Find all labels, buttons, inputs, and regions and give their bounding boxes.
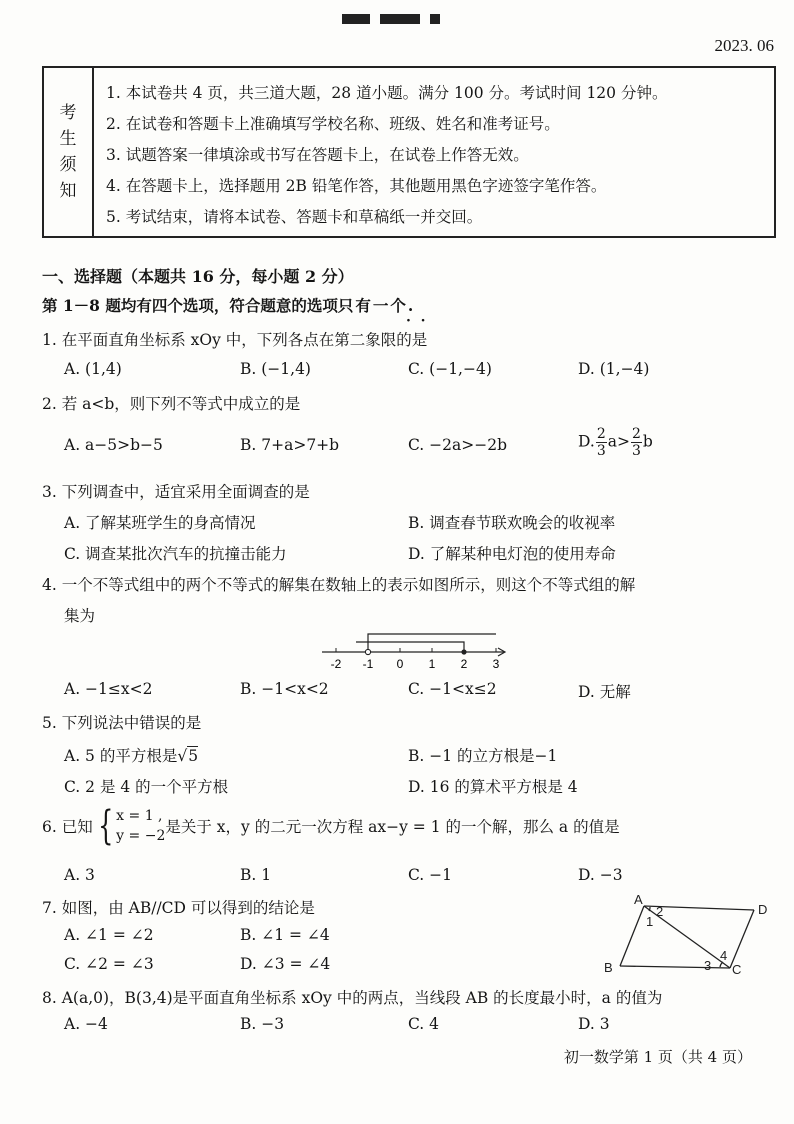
exam-date: 2023. 06 [714, 36, 774, 55]
q5-stem: 5. 下列说法中错误的是 [42, 714, 202, 732]
q7-option-c: C. ∠2 = ∠3 [64, 955, 154, 973]
q3-option-d: D. 了解某种电灯泡的使用寿命 [408, 545, 616, 563]
open-point [365, 649, 370, 654]
q4-stem-line1: 4. 一个不等式组中的两个不等式的解集在数轴上的表示如图所示，则这个不等式组的解 [42, 576, 636, 594]
q3-stem: 3. 下列调查中，适宜采用全面调查的是 [42, 483, 310, 501]
header-mark [342, 10, 472, 22]
q6-option-b: B. 1 [240, 866, 272, 884]
q1-option-a: A. (1,4) [64, 360, 122, 378]
segment-bc [620, 966, 730, 968]
q5-option-b: B. −1 的立方根是−1 [408, 747, 558, 765]
notice-label: 考 生 须 知 [44, 68, 94, 236]
tick-label: -1 [362, 657, 374, 671]
segment-dc [730, 910, 754, 968]
tick-label: 2 [460, 657, 468, 671]
q2-option-d: D. $\frac{2}{3}$ a> $\frac{2}{3}$ b [578, 426, 653, 459]
q2-option-c: C. −2a>−2b [408, 436, 508, 454]
vertex-label: A [634, 892, 643, 907]
angle-label: 1 [646, 914, 654, 929]
q5-option-c: C. 2 是 4 的一个平方根 [64, 778, 229, 796]
section-title: 一、选择题（本题共 16 分，每小题 2 分） [42, 267, 354, 286]
notice-item: 1. 本试卷共 4 页，共三道大题，28 道小题。满分 100 分。考试时间 120 分钟。 [106, 84, 668, 102]
q3-option-a: A. 了解某班学生的身高情况 [64, 514, 256, 532]
q1-option-c: C. (−1,−4) [408, 360, 492, 378]
parallelogram-figure [596, 892, 780, 978]
closed-point [461, 649, 466, 654]
segment-ab [620, 906, 644, 966]
q4-option-b: B. −1<x<2 [240, 680, 329, 698]
q8-option-c: C. 4 [408, 1015, 440, 1033]
angle-label: 2 [656, 904, 664, 919]
q7-option-b: B. ∠1 = ∠4 [240, 926, 330, 944]
q2-option-a: A. a−5>b−5 [64, 436, 163, 454]
notice-item: 3. 试题答案一律填涂或书写在答题卡上，在试卷上作答无效。 [106, 146, 529, 164]
q1-option-d: D. (1,−4) [578, 360, 650, 378]
q7-stem: 7. 如图，由 AB//CD 可以得到的结论是 [42, 899, 315, 917]
q7-option-a: A. ∠1 = ∠2 [64, 926, 154, 944]
q5-option-d: D. 16 的算术平方根是 4 [408, 778, 578, 796]
q3-option-c: C. 调查某批次汽车的抗撞击能力 [64, 545, 287, 563]
q6-option-c: C. −1 [408, 866, 453, 884]
notice-item: 2. 在试卷和答题卡上准确填写学校名称、班级、姓名和准考证号。 [106, 115, 560, 133]
section-instruction: 第 1－8 题均有四个选项，符合题意的选项只有一个. [42, 296, 414, 315]
q5-option-a: A. 5 的平方根是√5 [64, 747, 199, 765]
q6-option-a: A. 3 [64, 866, 95, 884]
vertex-label: C [732, 962, 742, 977]
q8-option-d: D. 3 [578, 1015, 610, 1033]
angle-label: 4 [720, 948, 728, 963]
vertex-label: D [758, 902, 768, 917]
q4-option-a: A. −1≤x<2 [64, 680, 153, 698]
q7-option-d: D. ∠3 = ∠4 [240, 955, 331, 973]
q3-option-b: B. 调查春节联欢晚会的收视率 [408, 514, 616, 532]
q4-option-c: C. −1<x≤2 [408, 680, 497, 698]
angle-label: 3 [704, 958, 712, 973]
q2-option-b: B. 7+a>7+b [240, 436, 340, 454]
q2-stem: 2. 若 a<b，则下列不等式中成立的是 [42, 395, 301, 413]
notice-item: 4. 在答题卡上，选择题用 2B 铅笔作答，其他题用黑色字迹签字笔作答。 [106, 177, 607, 195]
q8-option-a: A. −4 [64, 1015, 108, 1033]
q4-stem-line2: 集为 [64, 607, 96, 625]
emphasis-dots: · · [406, 313, 426, 329]
tick-label: 1 [428, 657, 436, 671]
number-line-figure [316, 628, 512, 676]
page-footer: 初一数学第 1 页（共 4 页） [563, 1048, 752, 1066]
solution-ray-lower [356, 642, 464, 652]
q1-option-b: B. (−1,4) [240, 360, 311, 378]
q1-stem: 1. 在平面直角坐标系 xOy 中，下列各点在第二象限的是 [42, 331, 428, 349]
q8-option-b: B. −3 [240, 1015, 285, 1033]
tick-label: -2 [330, 657, 342, 671]
notice-item: 5. 考试结束，请将本试卷、答题卡和草稿纸一并交回。 [106, 208, 483, 226]
q6-option-d: D. −3 [578, 866, 623, 884]
notice-box [42, 66, 776, 238]
notice-items [94, 68, 667, 236]
q8-stem: 8. A(a,0)，B(3,4)是平面直角坐标系 xOy 中的两点，当线段 AB 的长度最小时，a 的值为 [42, 989, 663, 1007]
vertex-label: B [604, 960, 613, 975]
tick-label: 3 [492, 657, 500, 671]
tick-label: 0 [396, 657, 404, 671]
q4-option-d: D. 无解 [578, 683, 631, 701]
q6-stem: 6. 已知 { x = 1 , y = −2 是关于 x，y 的二元一次方程 ax−y = 1 的一个解，那么 a 的值是 [42, 803, 620, 849]
equation-system: { x = 1 , y = −2 [97, 803, 166, 849]
